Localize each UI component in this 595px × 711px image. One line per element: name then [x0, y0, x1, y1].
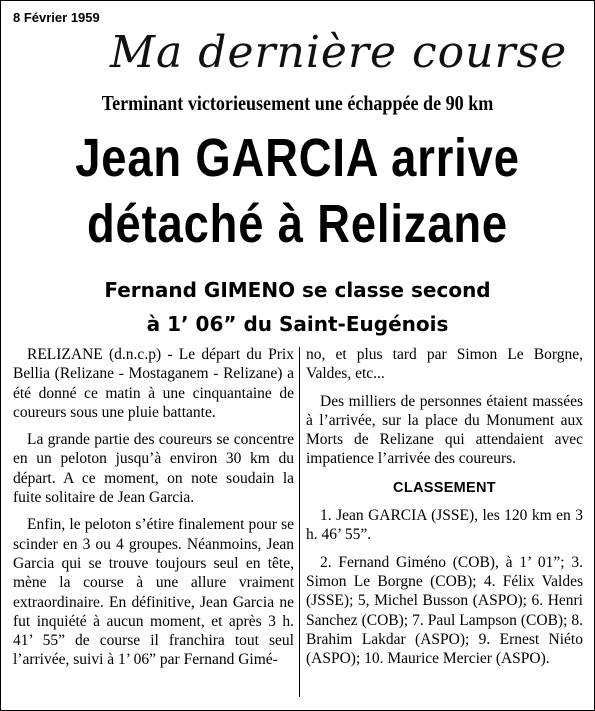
subheadline-line-1: Fernand GIMENO se classe second [104, 278, 491, 302]
classement-heading: CLASSEMENT [393, 479, 496, 496]
result-winner: 1. Jean GARCIA (JSSE), les 120 km en 3 h. 46’ 55”. [306, 507, 583, 544]
paragraph-3-continuation: no, et plus tard par Simon Le Borgne, Valdes, etc... [306, 346, 583, 383]
paragraph-1: RELIZANE (d.n.c.p) - Le départ du Prix Bellia (Relizane - Mostaganem - Relizane) a été donné ce matin à une cinquantaine de coureurs sous une pluie battante. [13, 346, 294, 421]
paragraph-2: La grande partie des coureurs se concentre en un peloton jusqu’à environ 30 km du départ. A ce moment, on note soudain la fuite solitaire de Jean Garcia. [13, 431, 294, 507]
headline-line-2: détaché à Relizane [86, 194, 509, 254]
handwritten-annotation [106, 23, 568, 81]
clipping-date: 8 Février 1959 [13, 10, 100, 25]
handwritten-annotation-text: Ma dernière course [110, 27, 568, 78]
subheadline-line-2: à 1’ 06” du Saint-Eugénois [146, 312, 449, 336]
article-left-column [13, 345, 294, 678]
paragraph-3: Enfin, le peloton s’étire finalement pour se scinder en 3 ou 4 groupes. Néanmoins, Jean Garcia qui se trouve toujours seul en tête, mène la course à une allure vraiment extraordinaire. En définitive, Jean Garcia ne fut inquiété à aucun moment, et après 3 h. 41’ 55” de course il franchira tout seul l’arrivée, suivi à 1’ 06” par Fernand Gimé- [13, 516, 294, 669]
headline-line-1: Jean GARCIA arrive [75, 128, 520, 188]
article-right-column [306, 345, 583, 676]
paragraph-4: Des milliers de personnes étaient massées à l’arrivée, sur la place du Monument aux Morts de Relizane qui attendaient avec impatience l’arrivée des coureurs. [306, 392, 583, 468]
result-others: 2. Fernand Giméno (COB), à 1’ 01”; 3. Simon Le Borgne (COB); 4. Félix Valdes (JSSE); 5, Michel Busson (ASPO); 6. Henri Sanchez (COB); 7. Paul Lampson (COB); 8. Brahim Lakdar (ASPO); 9. Ernest Niéto (ASPO); 10. Maurice Mercier (ASPO). [306, 553, 583, 668]
article-kicker: Terminant victorieusement une échappée de 90 km [101, 91, 494, 115]
column-divider [299, 347, 300, 697]
